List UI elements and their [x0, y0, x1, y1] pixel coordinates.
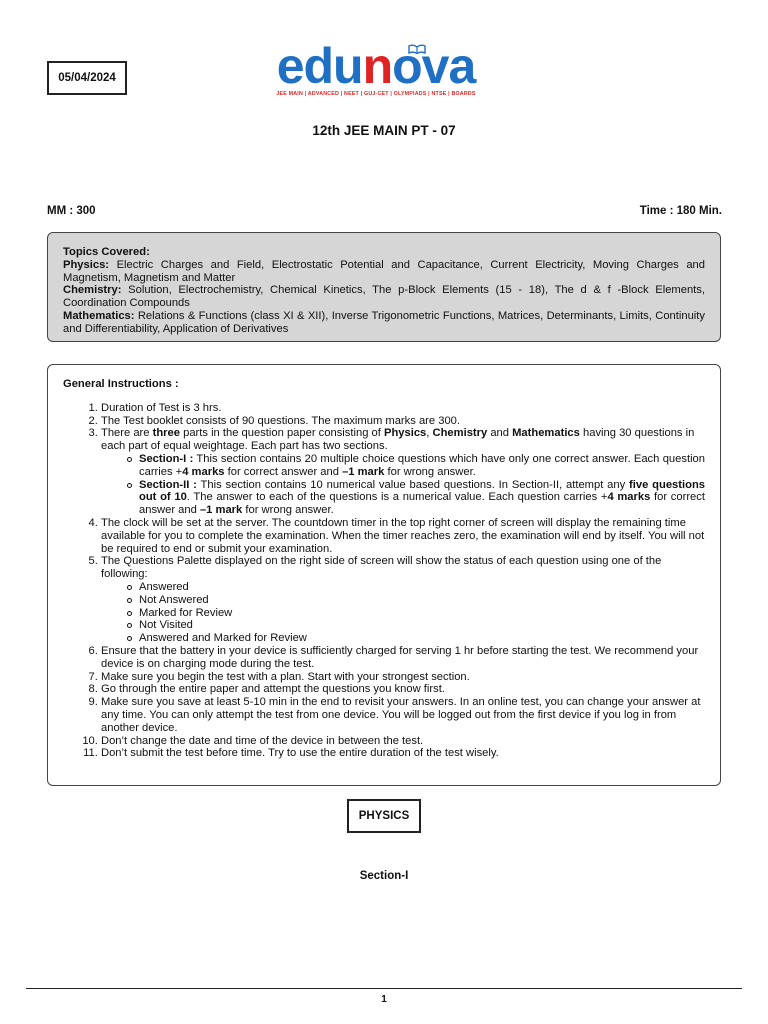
instruction-item: 6. Ensure that the battery in your device is sufficiently charged for serving 1 hr before starting the test. We recommend your device is on charging mode during the test.: [101, 645, 705, 671]
page-number: 1: [381, 994, 387, 1005]
instructions-heading: General Instructions :: [63, 378, 179, 390]
topics-physics: Physics: Electric Charges and Field, Electrostatic Potential and Capacitance, Current Electricity, Moving Charges and Magnetism, Magnetism and Matter: [63, 258, 705, 284]
paper-title: 12th JEE MAIN PT - 07: [312, 123, 456, 138]
instruction-item: 10. Don’t change the date and time of the device in between the test.: [101, 735, 705, 748]
topics-chemistry: Chemistry: Solution, Electrochemistry, Chemical Kinetics, The p-Block Elements (15 - 18), The d & f -Block Elements, Coordination Compounds: [63, 284, 705, 310]
general-instructions-box: [47, 364, 721, 786]
topics-heading: Topics Covered:: [63, 246, 150, 258]
status-item: Answered: [139, 581, 705, 594]
test-date: 05/04/2024: [58, 72, 116, 84]
instruction-item: 1. Duration of Test is 3 hrs.: [101, 402, 705, 415]
instruction-item: 7. Make sure you begin the test with a plan. Start with your strongest section.: [101, 671, 705, 684]
section-i-description: Section-I : This section contains 20 multiple choice questions which have only one correct answer. Each question carries +4 marks for correct answer and –1 mark for wrong answer.: [139, 452, 705, 478]
status-item: Answered and Marked for Review: [139, 632, 705, 645]
topics-mathematics: Mathematics: Relations & Functions (class XI & XII), Inverse Trigonometric Functions, Matrices, Determinants, Limits, Continuity and Differentiability, Application of Derivatives: [63, 309, 705, 335]
instructions-list: [63, 402, 705, 760]
subject-label: PHYSICS: [358, 810, 410, 822]
instruction-item: 5. The Questions Palette displayed on the right side of screen will show the status of each question using one of the following: Answered Not Answered Marked for Review Not Visited Answered and Marked for Review: [101, 555, 705, 645]
subject-label-box: [347, 799, 421, 833]
instruction-item: 8. Go through the entire paper and attempt the questions you know first.: [101, 683, 705, 696]
status-item: Not Answered: [139, 594, 705, 607]
status-item: Not Visited: [139, 619, 705, 632]
max-marks: MM : 300: [47, 205, 96, 217]
logo-wordmark: edunova: [276, 38, 476, 94]
instruction-item: 9. Make sure you save at least 5-10 min in the end to revisit your answers. In an online test, you can change your answer at any time. You can only attempt the test from one device. You will be logged out from the first device if you log in from another device.: [101, 696, 705, 734]
instruction-item: 3. There are three parts in the question paper consisting of Physics, Chemistry and Mathematics having 30 questions in each part of equal weightage. Each part has two sections. Section-I : This section contains 20 multiple choice questions which have only one correct answer. Each question carries +4 marks for correct answer and –1 mark for wrong answer. Section-II : This section contains 10 numerical value based questions. In Section-II, attempt any five questions out of 10. The answer to each of the questions is a numerical value. Each question carries +4 marks for correct answer and –1 mark for wrong answer.: [101, 427, 705, 517]
instruction-item: 11. Don’t submit the test before time. Try to use the entire duration of the test wisely.: [101, 747, 705, 760]
palette-status-list: [101, 581, 705, 645]
footer-divider: [26, 988, 742, 989]
section-label: Section-I: [359, 870, 409, 882]
instruction-item: 2. The Test booklet consists of 90 questions. The maximum marks are 300.: [101, 415, 705, 428]
topics-covered-box: [47, 232, 721, 342]
section-list: [101, 453, 705, 517]
date-box: [47, 61, 127, 95]
edunova-logo: [248, 38, 504, 102]
time-limit: Time : 180 Min.: [639, 205, 722, 217]
section-ii-description: Section-II : This section contains 10 numerical value based questions. In Section-II, attempt any five questions out of 10. The answer to each of the questions is a numerical value. Each question carries +4 marks for correct answer and –1 mark for wrong answer.: [139, 478, 705, 517]
instruction-item: 4. The clock will be set at the server. The countdown timer in the top right corner of screen will display the remaining time available for you to complete the examination. When the timer reaches zero, the examination will end by itself. You will not be required to end or submit your examination.: [101, 517, 705, 555]
logo-tagline: JEE MAIN | ADVANCED | NEET | GUJ-CET | OLYMPIADS | NTSE | BOARDS: [276, 91, 476, 97]
status-item: Marked for Review: [139, 607, 705, 620]
